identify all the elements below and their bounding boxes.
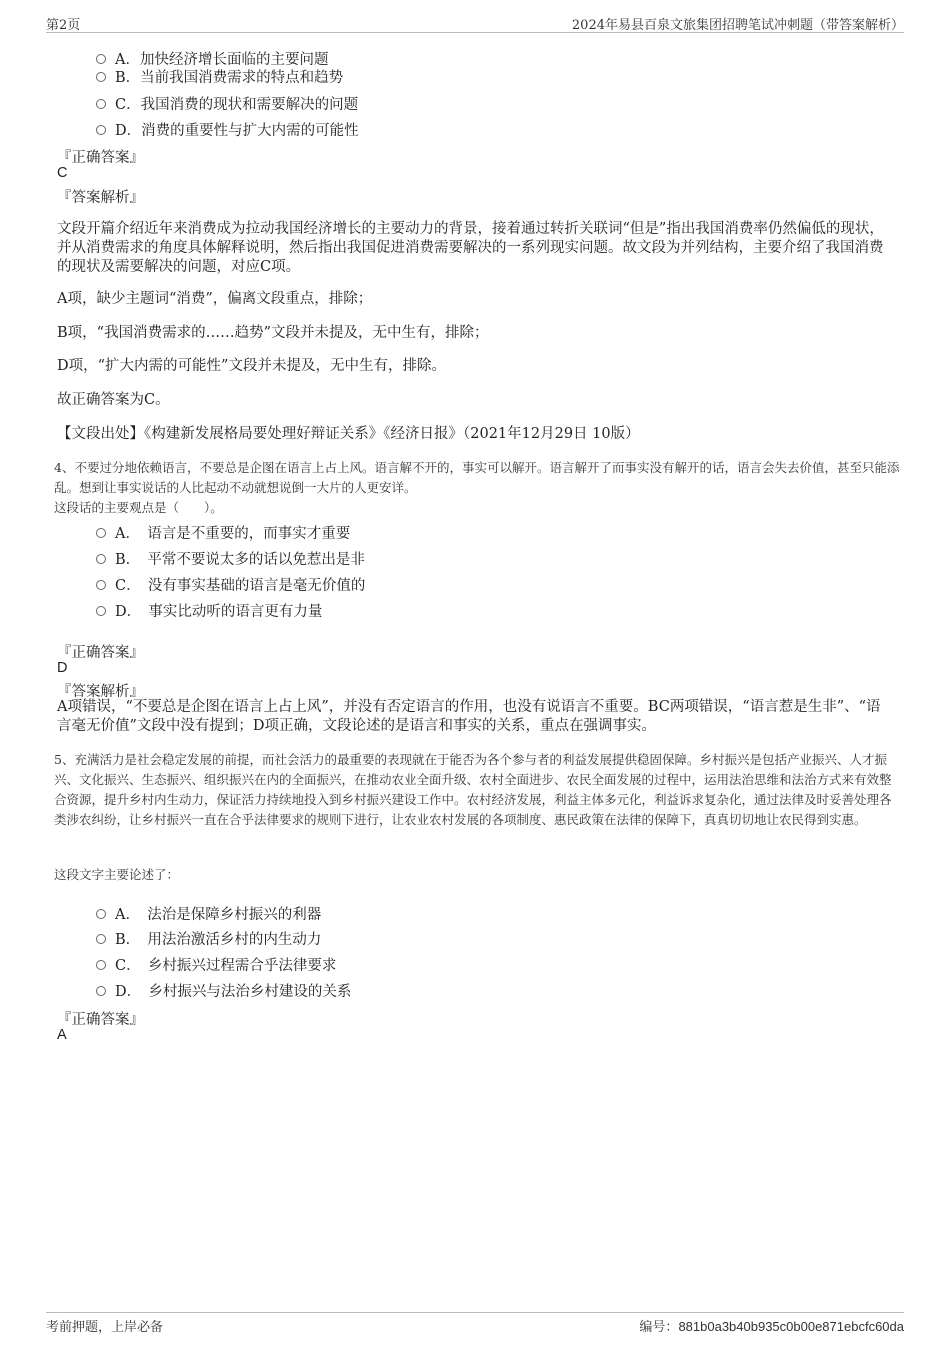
q3-option-d[interactable]: D．消费的重要性与扩大内需的可能性 (96, 119, 359, 140)
q4-stem: 4、不要过分地依赖语言，不要总是企图在语言上占上风。语言解不开的，事实可以解开。语言解开了而事实没有解开的话，语言会失去价值，甚至只能添乱。想到让事实说话的人比起动不动就想说倒一大片的人更安详。 (54, 460, 900, 495)
q5-option-c[interactable]: C． 乡村振兴过程需合乎法律要求 (96, 954, 336, 975)
q5-option-d[interactable]: D． 乡村振兴与法治乡村建设的关系 (96, 980, 351, 1001)
radio-icon[interactable] (96, 934, 106, 944)
page-footer (46, 1312, 904, 1335)
q4-question: 这段话的主要观点是（ ）。 (54, 500, 223, 515)
radio-icon[interactable] (96, 54, 106, 64)
radio-icon[interactable] (96, 528, 106, 538)
document-code-value: 881b0a3b40b935c0b00e871ebcfc60da (678, 1319, 904, 1334)
document-title: 2024年易县百泉文旅集团招聘笔试冲刺题（带答案解析） (571, 18, 904, 33)
q3-answer-label: 『正确答案』 (57, 150, 144, 166)
q4-option-c[interactable]: C． 没有事实基础的语言是毫无价值的 (96, 574, 365, 595)
q5-option-b[interactable]: B． 用法治激活乡村的内生动力 (96, 928, 321, 949)
radio-icon[interactable] (96, 554, 106, 564)
q3-analysis-label: 『答案解析』 (57, 190, 144, 206)
q3-source: 【文段出处】《构建新发展格局要处理好辩证关系》《经济日报》（2021年12月29日 10版） (57, 426, 640, 442)
q4-option-d[interactable]: D． 事实比动听的语言更有力量 (96, 600, 322, 621)
q3-analysis-text: 文段开篇介绍近年来消费成为拉动我国经济增长的主要动力的背景，接着通过转折关联词“但是”指出我国消费率仍然偏低的现状，并从消费需求的角度具体解释说明，然后指出我国促进消费需要解决的一系列现实问题。故文段为并列结构，主要介绍了我国消费的现状及需要解决的问题，对应C项。 (57, 221, 884, 275)
q4-analysis-text: A项错误，“不要总是企图在语言上占上风”，并没有否定语言的作用，也没有说语言不重要。BC两项错误，“语言惹是生非”、“语言毫无价值”文段中没有提到；D项正确，文段论述的是语言和事实的关系，重点在强调事实。 (57, 699, 881, 734)
radio-icon[interactable] (96, 99, 106, 109)
page-number: 第2页 (46, 18, 81, 33)
q3-analysis-conclusion: 故正确答案为C。 (57, 392, 170, 408)
q4-analysis-label: 『答案解析』 (57, 684, 144, 700)
radio-icon[interactable] (96, 960, 106, 970)
radio-icon[interactable] (96, 125, 106, 135)
q4-answer-label: 『正确答案』 (57, 645, 144, 661)
document-code (639, 1316, 904, 1335)
q5-stem: 5、充满活力是社会稳定发展的前提，而社会活力的最重要的表现就在于能否为各个参与者的利益发展提供稳固保障。乡村振兴是包括产业振兴、人才振兴、文化振兴、生态振兴、组织振兴在内的全面振兴，在推动农业全面升级、农村全面进步、农民全面发展的过程中，运用法治思维和法治方式来有效整合资源，提升乡村内生动力，保证活力持续地投入到乡村振兴建设工作中。农村经济发展，利益主体多元化，利益诉求复杂化，通过法律及时妥善处理各类涉农纠纷，让乡村振兴一直在合乎法律要求的规则下进行，让农业农村发展的各项制度、惠民政策在法律的保障下，真真切切地让农民得到实惠。 (54, 752, 892, 827)
q4-option-b[interactable]: B． 平常不要说太多的话以免惹出是非 (96, 548, 365, 569)
q3-analysis-d: D项，“扩大内需的可能性”文段并未提及，无中生有，排除。 (57, 358, 446, 374)
radio-icon[interactable] (96, 580, 106, 590)
q4-answer: D (57, 660, 68, 676)
q3-answer: C (57, 165, 68, 181)
q4-option-a[interactable]: A． 语言是不重要的，而事实才重要 (96, 522, 350, 543)
q3-option-c[interactable]: C．我国消费的现状和需要解决的问题 (96, 93, 358, 114)
q3-option-a[interactable]: A．加快经济增长面临的主要问题 (96, 48, 328, 69)
page-header (46, 14, 904, 33)
radio-icon[interactable] (96, 72, 106, 82)
radio-icon[interactable] (96, 909, 106, 919)
q3-option-b[interactable]: B．当前我国消费需求的特点和趋势 (96, 66, 343, 87)
radio-icon[interactable] (96, 986, 106, 996)
q5-question: 这段文字主要论述了： (54, 867, 180, 882)
q3-analysis-a: A项，缺少主题词“消费”，偏离文段重点，排除； (57, 291, 373, 307)
q5-option-a[interactable]: A． 法治是保障乡村振兴的利器 (96, 903, 321, 924)
q5-answer-label: 『正确答案』 (57, 1012, 144, 1028)
q5-answer: A (57, 1027, 67, 1043)
document-code-label: 编号： (639, 1320, 679, 1335)
footer-slogan: 考前押题，上岸必备 (46, 1320, 164, 1335)
q3-analysis-b: B项，“我国消费需求的……趋势”文段并未提及，无中生有，排除； (57, 325, 489, 341)
radio-icon[interactable] (96, 606, 106, 616)
